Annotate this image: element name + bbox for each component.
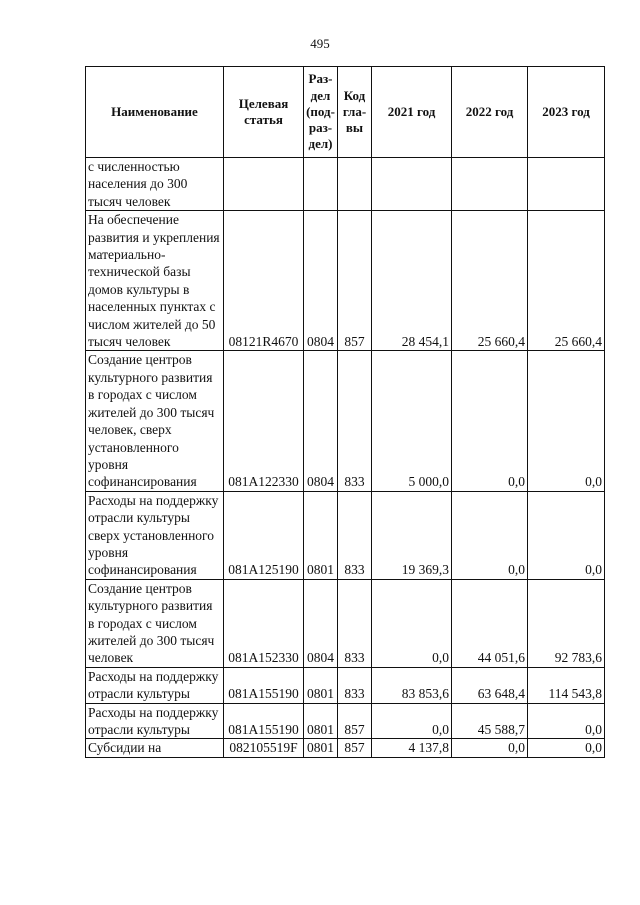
header-row	[86, 67, 605, 158]
row-name: Субсидии на	[86, 739, 224, 757]
row-name: Расходы на поддержку отрасли культуры сверх установленного уровня софинансирования	[86, 491, 224, 579]
page-number: 495	[310, 36, 330, 51]
row-2022: 63 648,4	[452, 667, 528, 703]
row-2023: 0,0	[528, 739, 605, 757]
row-target-code: 081A152330	[224, 579, 304, 667]
row-name: Создание центров культурного развития в городах с числом жителей до 300 тысяч человек	[86, 579, 224, 667]
row-2022: 45 588,7	[452, 703, 528, 739]
row-section: 0801	[304, 703, 338, 739]
row-target-code: 08121R4670	[224, 211, 304, 351]
row-2022: 0,0	[452, 491, 528, 579]
table-row	[86, 579, 605, 667]
row-chapter	[338, 158, 372, 211]
row-2022: 0,0	[452, 351, 528, 491]
row-target-code	[224, 158, 304, 211]
table-row	[86, 211, 605, 351]
row-2023: 114 543,8	[528, 667, 605, 703]
row-section: 0801	[304, 739, 338, 757]
row-2021	[372, 158, 452, 211]
row-chapter: 833	[338, 579, 372, 667]
row-target-code: 081A122330	[224, 351, 304, 491]
row-2021: 0,0	[372, 703, 452, 739]
row-2023: 0,0	[528, 703, 605, 739]
table-row	[86, 739, 605, 757]
row-2023	[528, 158, 605, 211]
row-section	[304, 158, 338, 211]
row-target-code: 082105519F	[224, 739, 304, 757]
row-2023: 25 660,4	[528, 211, 605, 351]
table-row	[86, 703, 605, 739]
row-name: Расходы на поддержку отрасли культуры	[86, 703, 224, 739]
row-chapter: 833	[338, 667, 372, 703]
col-header-section: Раз-дел (под-раз-дел)	[304, 67, 338, 158]
row-2022: 0,0	[452, 739, 528, 757]
row-2021: 0,0	[372, 579, 452, 667]
row-target-code: 081A155190	[224, 703, 304, 739]
row-section: 0804	[304, 211, 338, 351]
row-chapter: 857	[338, 739, 372, 757]
row-name: Создание центров культурного развития в городах с числом жителей до 300 тысяч человек, сверх установленного уровня софинансирования	[86, 351, 224, 491]
row-2023: 0,0	[528, 351, 605, 491]
row-2021: 5 000,0	[372, 351, 452, 491]
row-2022: 44 051,6	[452, 579, 528, 667]
row-chapter: 833	[338, 491, 372, 579]
row-chapter: 857	[338, 211, 372, 351]
row-2022	[452, 158, 528, 211]
row-section: 0804	[304, 579, 338, 667]
row-2021: 4 137,8	[372, 739, 452, 757]
row-2021: 28 454,1	[372, 211, 452, 351]
table-row	[86, 491, 605, 579]
col-header-2022: 2022 год	[452, 67, 528, 158]
budget-table	[85, 66, 605, 758]
row-name: Расходы на поддержку отрасли культуры	[86, 667, 224, 703]
table-row	[86, 158, 605, 211]
table-row	[86, 667, 605, 703]
col-header-2021: 2021 год	[372, 67, 452, 158]
row-section: 0804	[304, 351, 338, 491]
row-2022: 25 660,4	[452, 211, 528, 351]
row-2023: 92 783,6	[528, 579, 605, 667]
row-2021: 19 369,3	[372, 491, 452, 579]
row-section: 0801	[304, 491, 338, 579]
row-name: На обеспечение развития и укрепления материально-технической базы домов культуры в населенных пунктах с числом жителей до 50 тысяч человек	[86, 211, 224, 351]
col-header-2023: 2023 год	[528, 67, 605, 158]
row-2021: 83 853,6	[372, 667, 452, 703]
row-target-code: 081A155190	[224, 667, 304, 703]
table-row	[86, 351, 605, 491]
row-chapter: 857	[338, 703, 372, 739]
col-header-chapter: Код гла-вы	[338, 67, 372, 158]
row-2023: 0,0	[528, 491, 605, 579]
row-name: с численностью населения до 300 тысяч человек	[86, 158, 224, 211]
col-header-name: Наименование	[86, 67, 224, 158]
col-header-target: Целевая статья	[224, 67, 304, 158]
row-section: 0801	[304, 667, 338, 703]
row-target-code: 081A125190	[224, 491, 304, 579]
row-chapter: 833	[338, 351, 372, 491]
